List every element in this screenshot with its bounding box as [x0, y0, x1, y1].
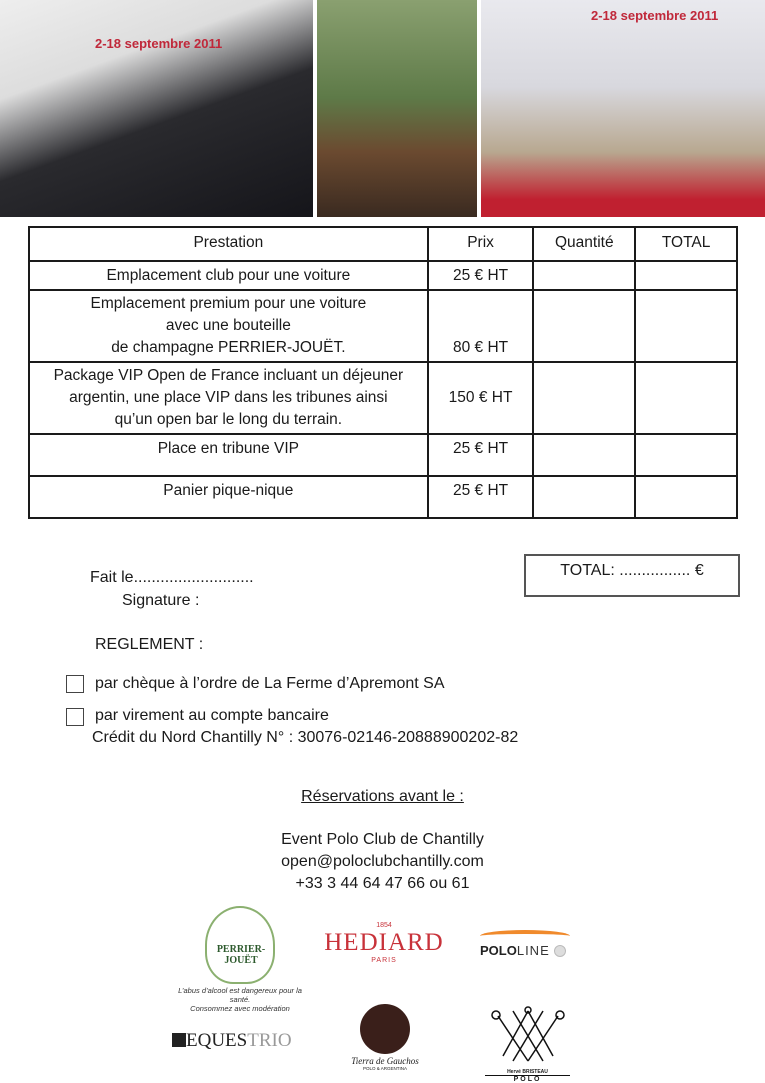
price-cell: 150 € HT — [428, 362, 534, 434]
prestation-line: Package VIP Open de France incluant un déjeuner — [53, 367, 404, 384]
total-cell[interactable] — [635, 261, 737, 290]
photo-polo-rider — [317, 0, 477, 217]
perrier-text: PERRIER-JOUËT — [216, 944, 266, 966]
quantity-cell[interactable] — [533, 362, 635, 434]
cheque-option-label: par chèque à l’ordre de La Ferme d’Apremont SA — [95, 675, 445, 692]
herve-polo-text: POLO — [485, 1075, 570, 1083]
total-box[interactable] — [524, 554, 740, 597]
total-cell[interactable] — [635, 434, 737, 476]
herve-text: Hervé BRISTEAU — [507, 1069, 548, 1075]
tierra-text: Tierra de Gauchos — [351, 1056, 419, 1066]
signature-label: Signature : — [122, 592, 200, 609]
reservations-title: Réservations avant le : — [301, 788, 464, 805]
contact-phone: +33 3 44 64 47 66 ou 61 — [295, 875, 470, 892]
price-cell: 25 € HT — [428, 434, 534, 476]
tierra-subtext: POLO & ARGENTINA — [362, 1066, 407, 1071]
prestation-line: Emplacement club pour une voiture — [106, 267, 351, 284]
prestation-table — [28, 226, 738, 519]
price-cell: 80 € HT — [428, 290, 534, 362]
header-quantite: Quantité — [533, 227, 635, 261]
pololine-text: POLO — [480, 943, 517, 958]
price-cell: 25 € HT — [428, 476, 534, 518]
header-prestation: Prestation — [29, 227, 428, 261]
header-total: TOTAL — [635, 227, 737, 261]
table-header-row — [29, 227, 737, 261]
crossed-mallets-icon — [488, 1006, 568, 1064]
quantity-cell[interactable] — [533, 434, 635, 476]
prestation-line: de champagne PERRIER-JOUËT. — [111, 339, 346, 356]
photo-banner-text: 2-18 septembre 2011 — [95, 36, 223, 51]
table-row — [29, 476, 737, 518]
total-label: TOTAL: ................ € — [560, 562, 704, 579]
tierra-de-gauchos-logo — [340, 1004, 430, 1071]
total-cell[interactable] — [635, 476, 737, 518]
hediard-year: 1854 — [376, 922, 392, 929]
prestation-line: qu’un open bar le long du terrain. — [114, 411, 343, 428]
total-cell[interactable] — [635, 362, 737, 434]
bank-account: Crédit du Nord Chantilly N° : 30076-02146-20888900202-82 — [92, 729, 519, 746]
fait-le-field[interactable]: Fait le........................... — [90, 569, 254, 586]
equestrio-text: EQUES — [186, 1030, 248, 1051]
header-prix: Prix — [428, 227, 534, 261]
alcohol-warning: L’abus d’alcool est dangereux pour la santé. — [178, 986, 302, 1004]
photo-team-podium — [481, 0, 765, 217]
virement-checkbox[interactable] — [66, 708, 84, 726]
hediard-logo — [320, 922, 448, 964]
alcohol-warning: Consommez avec modération — [190, 1004, 290, 1013]
prestation-line: Place en tribune VIP — [157, 440, 300, 457]
pololine-text: LINE — [516, 943, 550, 958]
table-row — [29, 261, 737, 290]
quantity-cell[interactable] — [533, 476, 635, 518]
hediard-city: PARIS — [371, 957, 397, 964]
total-cell[interactable] — [635, 290, 737, 362]
pololine-swoosh — [480, 930, 570, 942]
prestation-line: Emplacement premium pour une voiture — [90, 295, 367, 312]
hediard-text: HEDIARD — [324, 929, 444, 956]
prestation-cell — [29, 290, 428, 362]
reglement-title: REGLEMENT : — [95, 636, 204, 653]
ball-icon — [554, 945, 566, 957]
photo-banner-text: 2-18 septembre 2011 — [591, 8, 719, 23]
table-row — [29, 290, 737, 362]
photo-trophy-celebration — [0, 0, 313, 217]
prestation-line: argentin, une place VIP dans les tribunes ainsi — [69, 389, 388, 406]
perrier-jouet-logo — [170, 906, 310, 1013]
prestation-line: Panier pique-nique — [163, 482, 294, 499]
prestation-cell — [29, 434, 428, 476]
virement-option-label: par virement au compte bancaire — [95, 707, 329, 724]
contact-name: Event Polo Club de Chantilly — [281, 831, 484, 848]
equestrio-text: TRIO — [247, 1030, 292, 1051]
prestation-line: avec une bouteille — [165, 317, 291, 334]
prestation-cell — [29, 261, 428, 290]
contact-email[interactable]: open@poloclubchantilly.com — [281, 853, 484, 870]
horse-emblem-icon — [360, 1004, 410, 1054]
pololine-logo — [480, 930, 580, 960]
table-row — [29, 434, 737, 476]
horse-icon — [172, 1033, 186, 1047]
prestation-cell — [29, 362, 428, 434]
quantity-cell[interactable] — [533, 261, 635, 290]
prestation-cell — [29, 476, 428, 518]
quantity-cell[interactable] — [533, 290, 635, 362]
equestrio-logo — [172, 1030, 292, 1052]
cheque-checkbox[interactable] — [66, 675, 84, 693]
herve-bristeau-polo-logo — [485, 1006, 570, 1083]
price-cell: 25 € HT — [428, 261, 534, 290]
table-row — [29, 362, 737, 434]
